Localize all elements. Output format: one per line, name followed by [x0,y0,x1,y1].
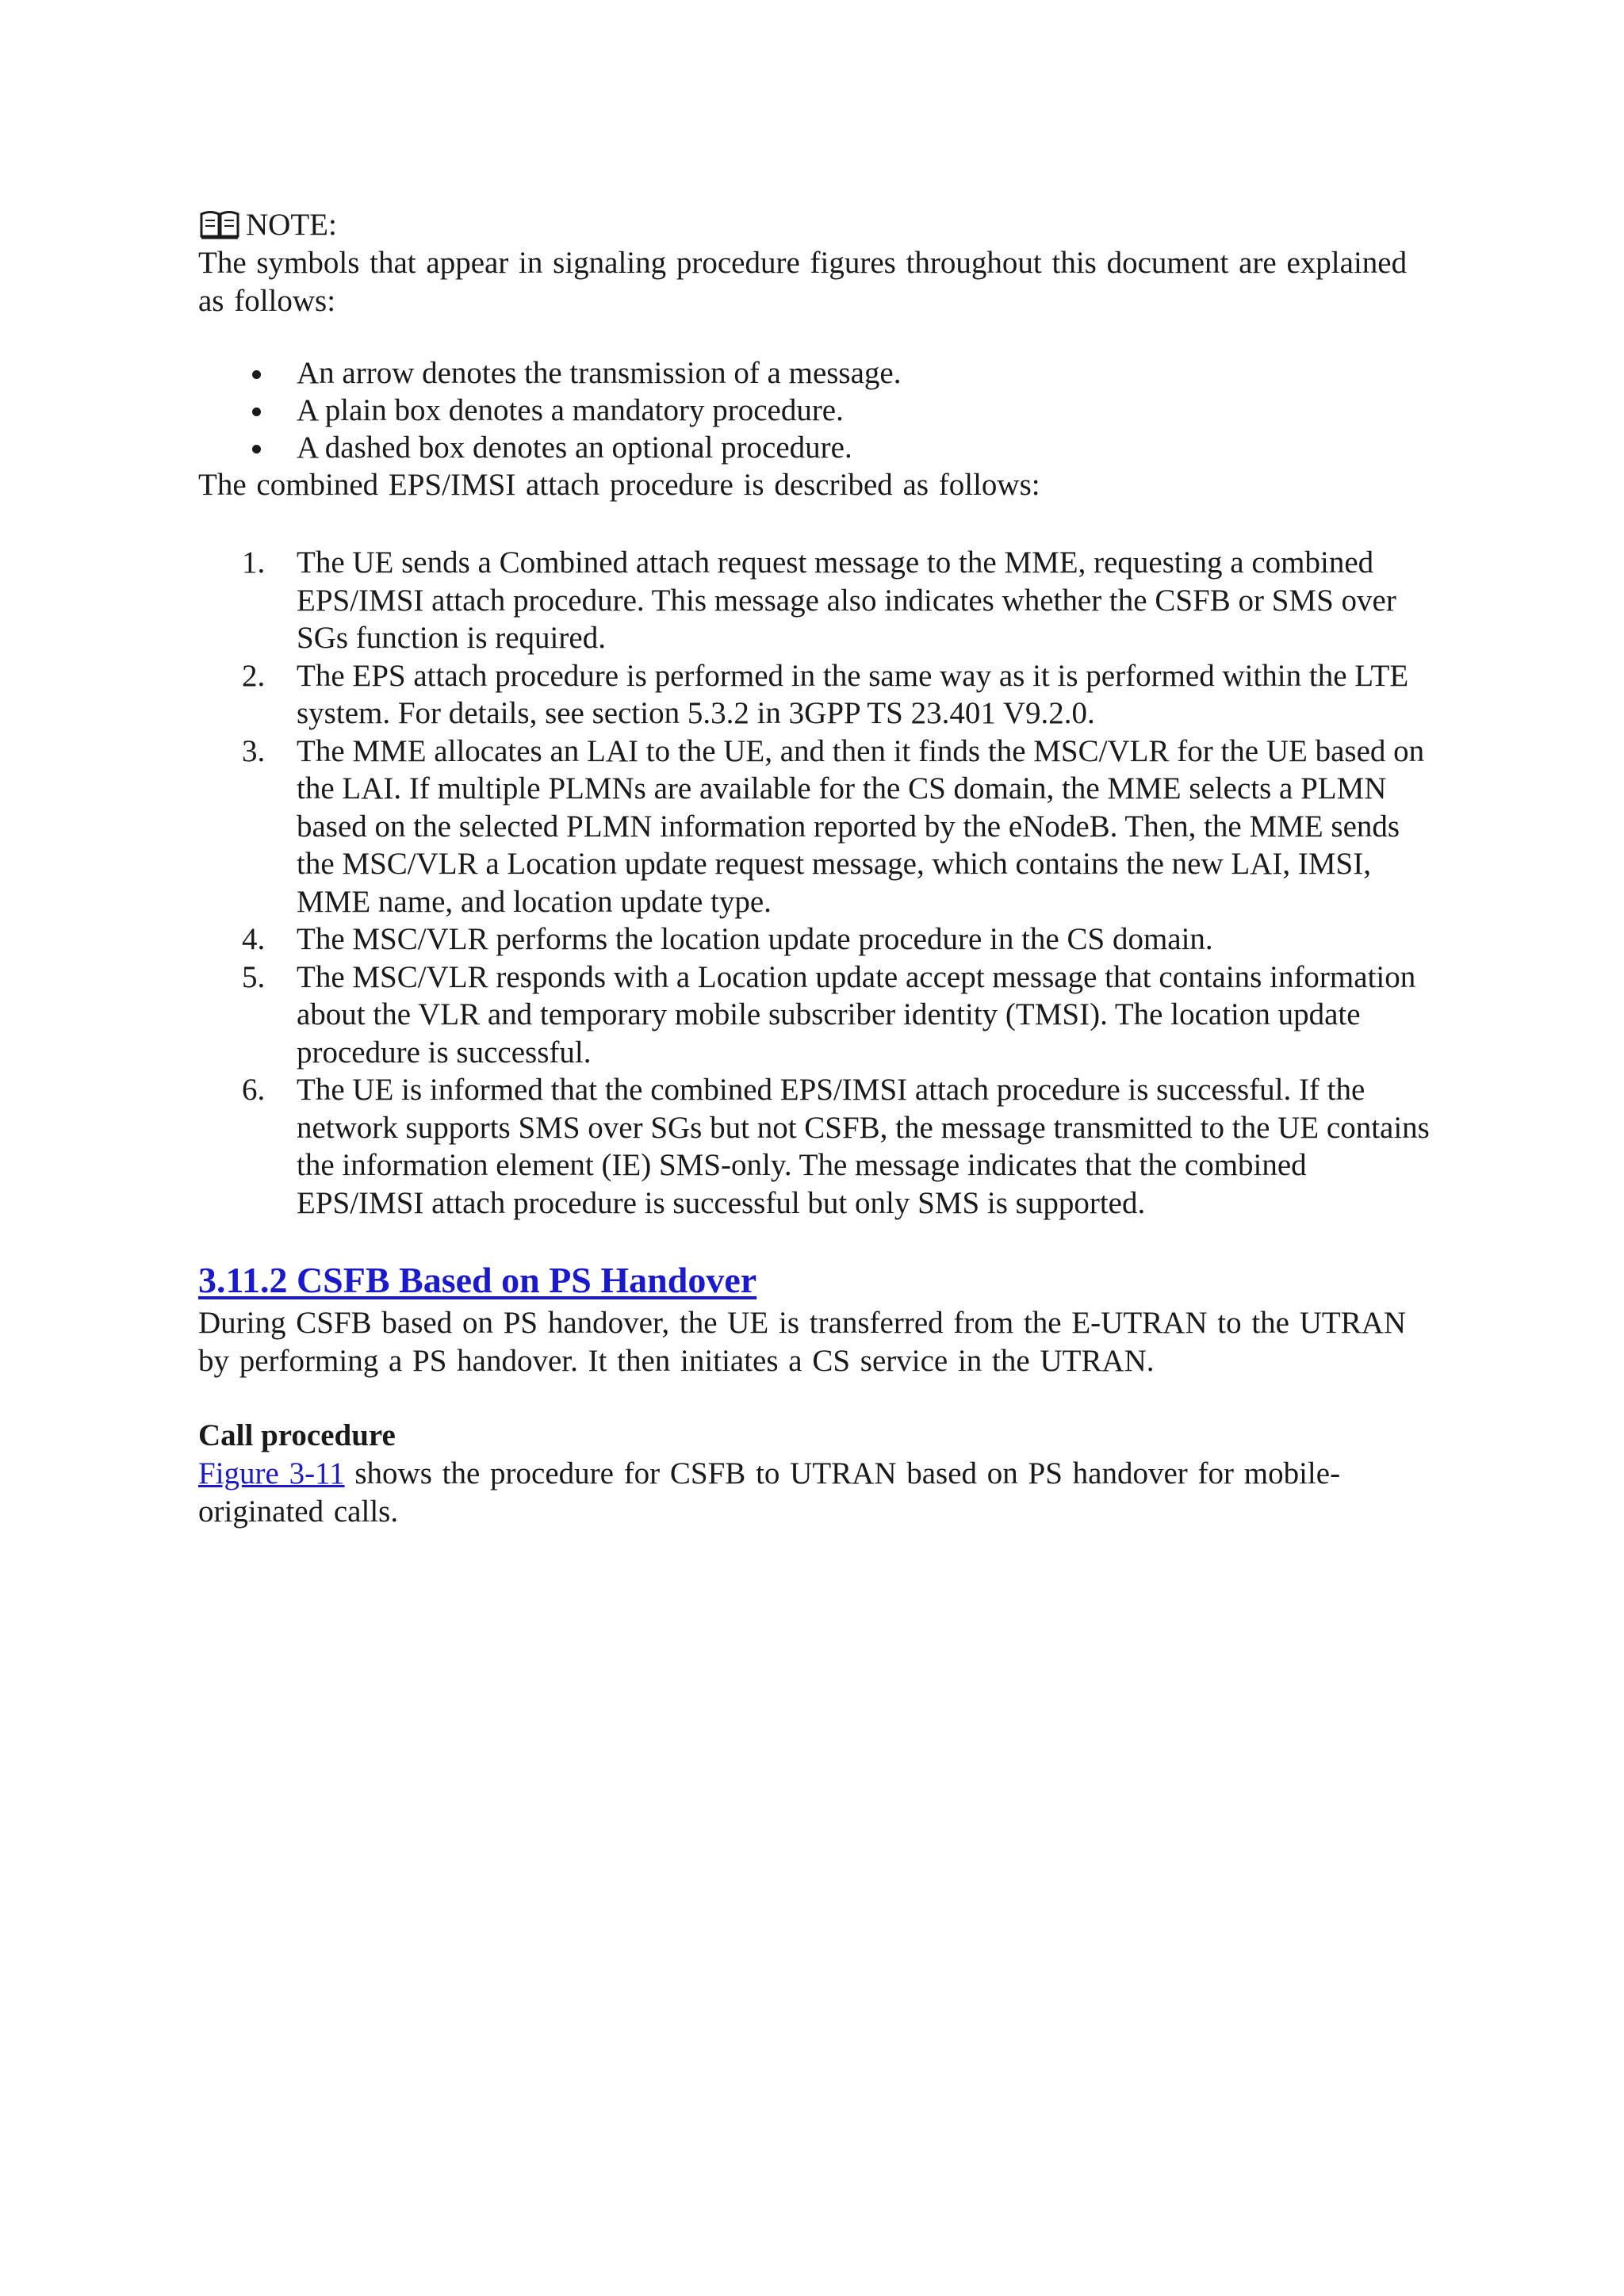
step-number: 1. [242,545,266,580]
list-item: An arrow denotes the transmission of a message. [198,354,1435,392]
note-label: NOTE: [246,208,337,242]
step-text: The MME allocates an LAI to the UE, and then it finds the MSC/VLR for the UE based on the LAI. If multiple PLMNs are available for the CS domain, the MME selects a PLMN based on the selected PLMN information reported by the eNodeB. Then, the MME sends the MSC/VLR a Location update request message, which contains the new LAI, IMSI, MME name, and location update type. [297,733,1425,919]
step-item [198,1071,1435,1222]
book-icon [198,209,241,241]
step-text: The UE sends a Combined attach request message to the MME, requesting a combined EPS/IMSI attach procedure. This message also indicates whether the CSFB or SMS over SGs function is required. [297,545,1396,655]
step-text: The MSC/VLR performs the location update procedure in the CS domain. [297,922,1213,956]
list-item: A dashed box denotes an optional procedure. [198,429,1435,466]
during-paragraph: During CSFB based on PS handover, the UE is transferred from the E-UTRAN to the UTRAN by performing a PS handover. It then initiates a CS service in the UTRAN. [198,1306,1407,1378]
step-number: 3. [242,733,266,768]
step-number: 2. [242,658,266,693]
symbol-list [198,354,1435,466]
step-text: The EPS attach procedure is performed in the same way as it is performed within the LTE system. For details, see section 5.3.2 in 3GPP TS 23.401 V9.2.0. [297,658,1409,730]
figure-reference-paragraph [198,1455,1435,1531]
step-number: 6. [242,1073,266,1107]
step-item [198,959,1435,1072]
step-item [198,733,1435,921]
step-text: The MSC/VLR responds with a Location update accept message that contains information about the VLR and temporary mobile subscriber identity (TMSI). The location update procedure is successful. [297,959,1416,1070]
step-item [198,920,1435,959]
step-item [198,544,1435,657]
note-header [198,206,1435,244]
combined-intro-paragraph: The combined EPS/IMSI attach procedure is described as follows: [198,468,1040,502]
step-text: The UE is informed that the combined EPS/IMSI attach procedure is successful. If the network supports SMS over SGs but not CSFB, the message transmitted to the UE contains the information element (IE) SMS-only. The message indicates that the combined EPS/IMSI attach procedure is successful but only SMS is supported. [297,1073,1430,1220]
list-item: A plain box denotes a mandatory procedure. [198,392,1435,429]
figure-link[interactable]: Figure 3-11 [198,1456,345,1490]
intro-paragraph: The symbols that appear in signaling procedure figures throughout this document are explained as follows: [198,246,1408,318]
section-heading-link[interactable]: 3.11.2 CSFB Based on PS Handover [198,1260,757,1300]
step-number: 4. [242,922,266,956]
figure-reference-text: shows the procedure for CSFB to UTRAN based on PS handover for mobile-originated calls. [198,1456,1341,1529]
call-procedure-heading: Call procedure [198,1418,396,1452]
step-item [198,657,1435,733]
step-number: 5. [242,959,266,994]
procedure-steps [198,544,1435,1222]
document-page [198,206,1435,1531]
